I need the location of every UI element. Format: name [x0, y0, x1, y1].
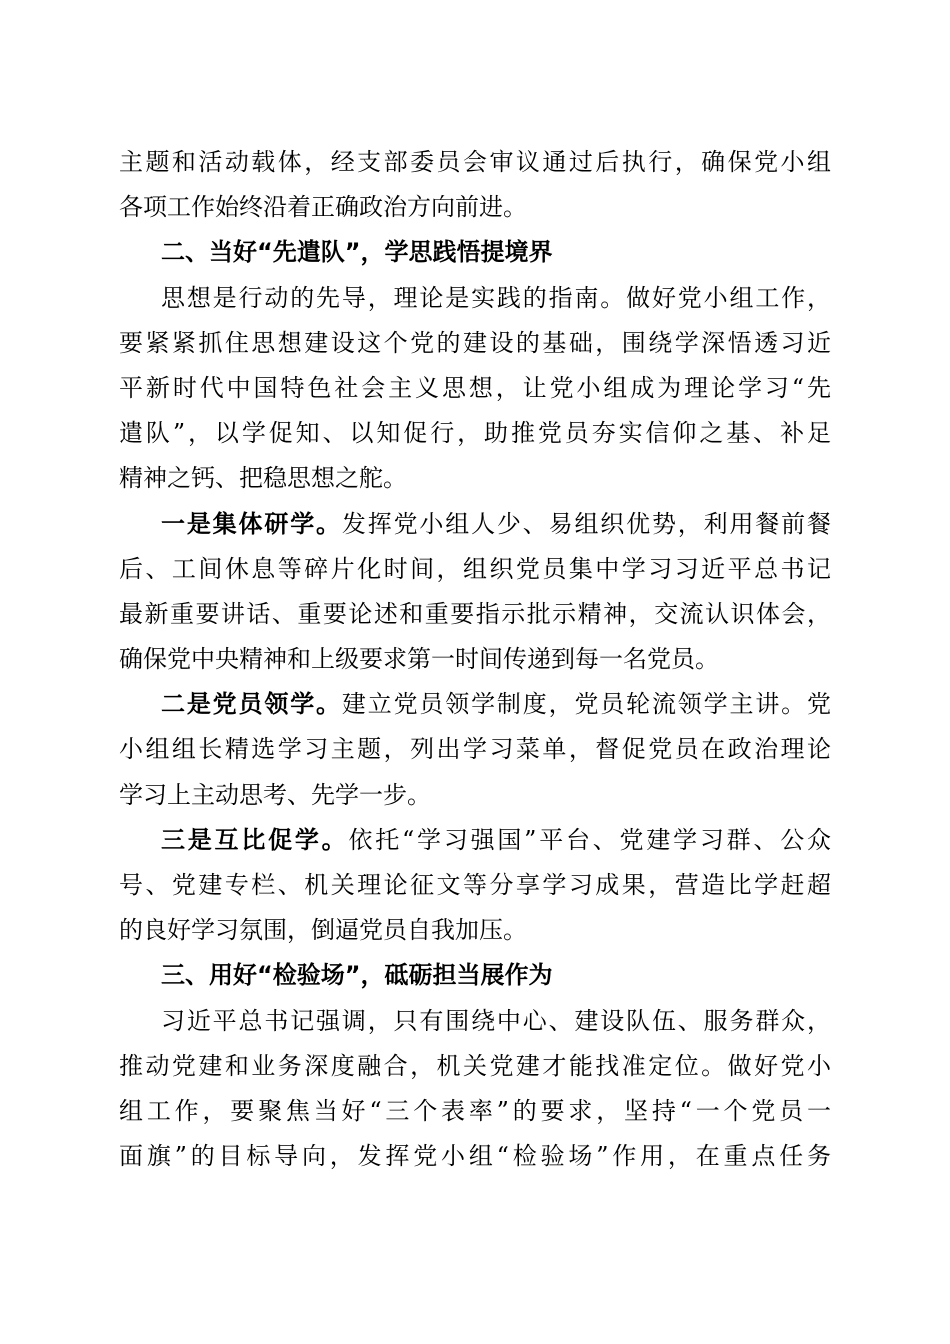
paragraph-section-2-intro — [119, 276, 831, 502]
paragraph-section-3-intro — [119, 999, 831, 1180]
text-run: 依托“学习强国”平台、党建学习群、公众 — [348, 825, 831, 854]
section-heading-2: 二、当好“先遣队”，学思践悟提境界 — [161, 238, 553, 267]
text-line — [119, 682, 831, 727]
text-line: 平新时代中国特色社会主义思想，让党小组成为理论学习“先 — [119, 373, 831, 402]
text-line: 小组组长精选学习主题，列出学习菜单，督促党员在政治理论 — [119, 735, 831, 764]
text-line — [119, 818, 831, 863]
text-line: 遣队”，以学促知、以知促行，助推党员夯实信仰之基、补足 — [119, 419, 831, 448]
text-line: 后、工间休息等碎片化时间，组织党员集中学习习近平总书记 — [119, 554, 831, 583]
section-heading-3: 三、用好“检验场”，砥砺担当展作为 — [161, 961, 553, 990]
paragraph-intro-continued — [119, 140, 831, 230]
document-page — [119, 140, 831, 1179]
paragraph-lead: 三是互比促学。 — [161, 825, 349, 854]
paragraph-mutual-study — [119, 818, 831, 954]
text-run: 建立党员领学制度，党员轮流领学主讲。党 — [341, 690, 832, 719]
text-line: 各项工作始终沿着正确政治方向前进。 — [119, 193, 527, 222]
text-line: 要紧紧抓住思想建设这个党的建设的基础，围绕学深悟透习近 — [119, 328, 831, 357]
text-line: 组工作，要聚焦当好“三个表率”的要求，坚持“一个党员一 — [119, 1096, 831, 1125]
paragraph-lead: 一是集体研学。 — [161, 509, 342, 538]
paragraph-collective-study — [119, 502, 831, 683]
text-line: 号、党建专栏、机关理论征文等分享学习成果，营造比学赶超 — [119, 871, 831, 899]
paragraph-lead: 二是党员领学。 — [161, 690, 342, 719]
text-line: 精神之钙、把稳思想之舵。 — [119, 464, 407, 493]
text-line: 主题和活动载体，经支部委员会审议通过后执行，确保党小组 — [119, 148, 831, 176]
text-line: 最新重要讲话、重要论述和重要指示批示精神，交流认识体会， — [119, 599, 831, 628]
text-line: 面旗”的目标导向，发挥党小组“检验场”作用，在重点任务 — [119, 1142, 831, 1171]
text-line: 确保党中央精神和上级要求第一时间传递到每一名党员。 — [119, 645, 719, 674]
text-line — [119, 502, 831, 547]
text-line: 习近平总书记强调，只有围绕中心、建设队伍、服务群众， — [161, 1006, 831, 1035]
text-run: 发挥党小组人少、易组织优势，利用餐前餐 — [341, 509, 832, 538]
text-line: 推动党建和业务深度融合，机关党建才能找准定位。做好党小 — [119, 1051, 831, 1080]
text-line: 思想是行动的先导，理论是实践的指南。做好党小组工作， — [161, 283, 831, 312]
text-line: 的良好学习氛围，倒逼党员自我加压。 — [119, 916, 527, 945]
paragraph-member-led-study — [119, 682, 831, 818]
text-line: 学习上主动思考、先学一步。 — [119, 780, 431, 809]
